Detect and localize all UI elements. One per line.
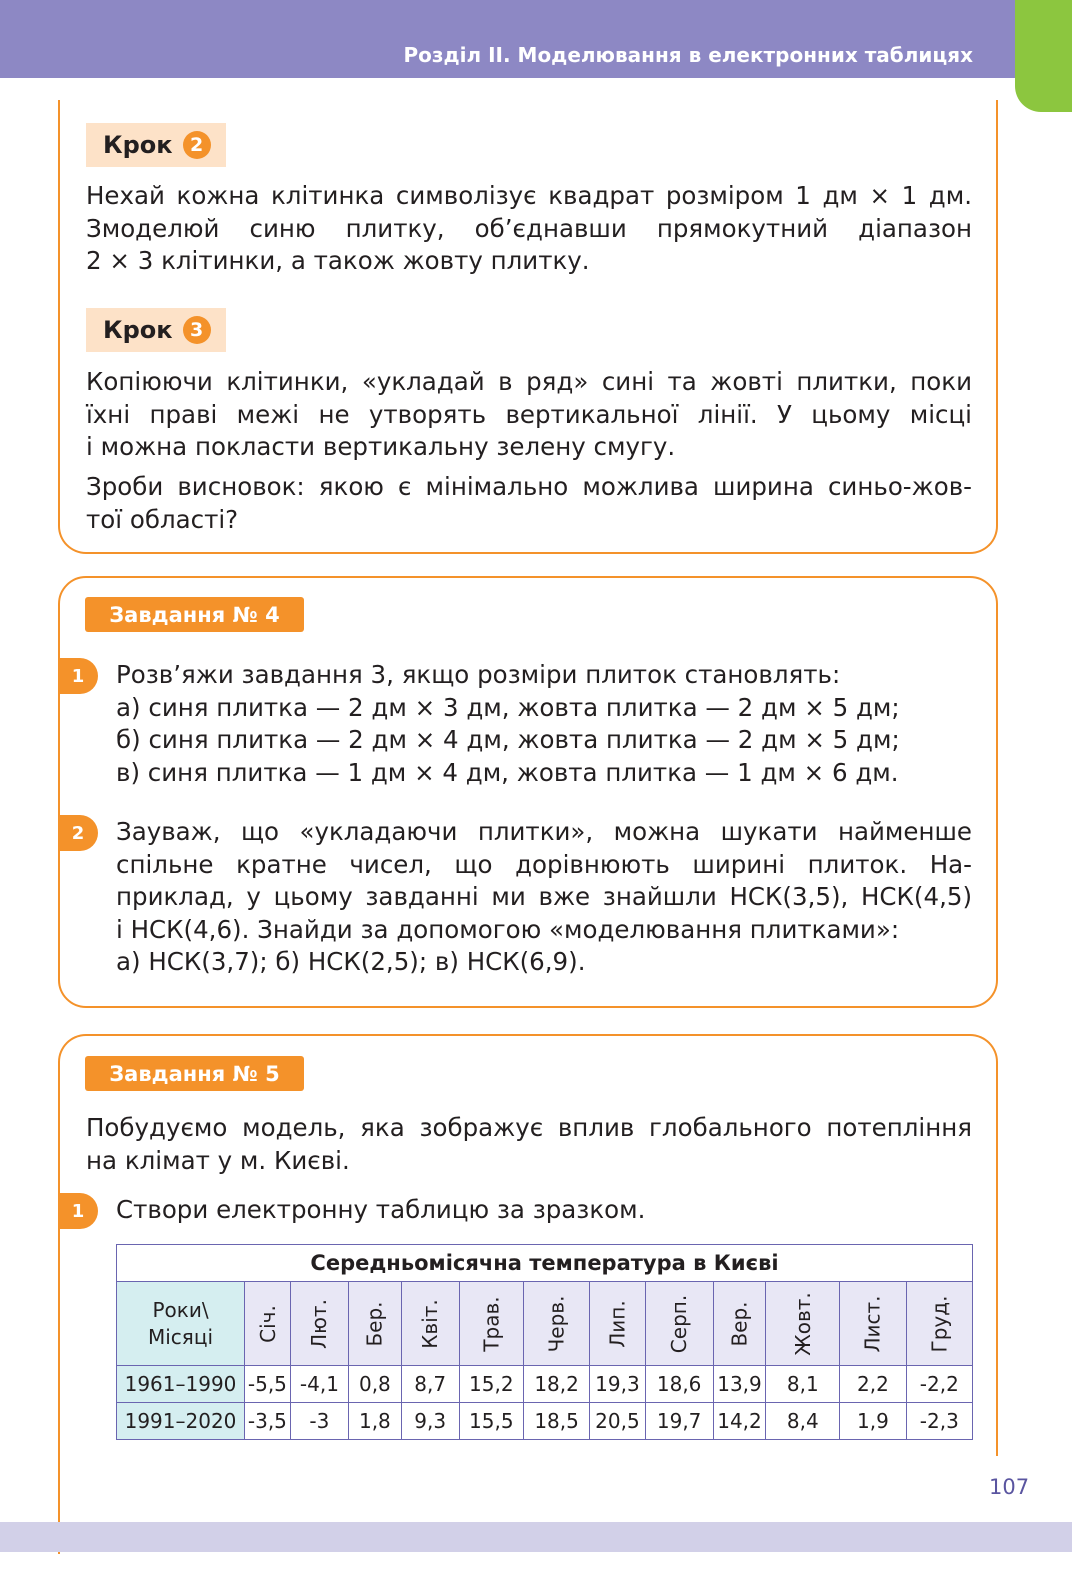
table-row	[117, 1366, 973, 1403]
value-cell: 15,5	[459, 1403, 523, 1440]
value-cell: 18,5	[524, 1403, 590, 1440]
header-tab	[1015, 0, 1072, 112]
month-header: Жовт.	[766, 1282, 840, 1366]
month-header: Бер.	[349, 1282, 402, 1366]
step-2-label: Крок	[103, 131, 173, 159]
value-cell: -2,2	[906, 1366, 972, 1403]
value-cell: -4,1	[290, 1366, 348, 1403]
task-5-title: Завдання № 5	[85, 1056, 304, 1091]
month-header: Лист.	[840, 1282, 906, 1366]
month-header: Черв.	[524, 1282, 590, 1366]
temperature-table	[116, 1244, 973, 1440]
step-3-label: Крок	[103, 316, 173, 344]
value-cell: -3,5	[245, 1403, 291, 1440]
month-header: Вер.	[713, 1282, 766, 1366]
task-5-item-1-number: 1	[58, 1193, 98, 1229]
value-cell: 8,4	[766, 1403, 840, 1440]
months-header-row	[117, 1282, 973, 1366]
step-3-badge	[86, 308, 226, 352]
value-cell: 0,8	[349, 1366, 402, 1403]
value-cell: 19,3	[590, 1366, 645, 1403]
step-3-text	[86, 366, 972, 464]
month-header: Квіт.	[401, 1282, 459, 1366]
conclusion-line: тої області?	[86, 504, 239, 534]
step-3-line: їхні праві межі не утворять вертикальної лінії. У цьому місці	[86, 399, 972, 429]
value-cell: 1,8	[349, 1403, 402, 1440]
task-4-item-1-number: 1	[58, 658, 98, 694]
intro-line: Побудуємо модель, яка зображує вплив глобального потепління	[86, 1113, 972, 1142]
task-5-intro	[86, 1112, 972, 1177]
value-cell: 18,6	[645, 1366, 713, 1403]
task-4-item-2-number: 2	[58, 815, 98, 851]
month-header: Січ.	[245, 1282, 291, 1366]
corner-line-2: Місяці	[147, 1324, 213, 1349]
value-cell: 19,7	[645, 1403, 713, 1440]
step-3-number: 3	[183, 316, 211, 344]
month-header: Груд.	[906, 1282, 972, 1366]
value-cell: 1,9	[840, 1403, 906, 1440]
step-2-text	[86, 180, 972, 278]
step-3-conclusion	[86, 471, 972, 536]
value-cell: 18,2	[524, 1366, 590, 1403]
task-4-title: Завдання № 4	[85, 597, 304, 632]
intro-line: на клімат у м. Києві.	[86, 1145, 350, 1175]
value-cell: 15,2	[459, 1366, 523, 1403]
page-number: 107	[989, 1475, 1030, 1499]
item-line: а) НСК(3,7); б) НСК(2,5); в) НСК(6,9).	[116, 947, 586, 976]
month-header: Трав.	[459, 1282, 523, 1366]
item-line: Розв’яжи завдання 3, якщо розміри плиток становлять:	[116, 660, 841, 689]
month-header: Серп.	[645, 1282, 713, 1366]
table-corner-cell	[117, 1282, 245, 1366]
step-2-number: 2	[183, 131, 211, 159]
table-row	[117, 1403, 973, 1440]
task-4-item-2-text	[116, 816, 972, 979]
value-cell: 13,9	[713, 1366, 766, 1403]
month-header: Лип.	[590, 1282, 645, 1366]
step-2-badge	[86, 123, 226, 167]
step-2-line: Змоделюй синю плитку, об’єднавши прямокутний діапазон	[86, 213, 972, 243]
item-line: Створи електронну таблицю за зразком.	[116, 1195, 646, 1224]
value-cell: -2,3	[906, 1403, 972, 1440]
item-line: і НСК(4,6). Знайди за допомогою «моделювання плитками»:	[116, 914, 900, 944]
value-cell: 20,5	[590, 1403, 645, 1440]
step-3-line: і можна покласти вертикальну зелену смугу.	[86, 432, 676, 461]
value-cell: 8,7	[401, 1366, 459, 1403]
task-4-item-1-text	[116, 659, 972, 789]
period-cell: 1991–2020	[117, 1403, 245, 1440]
task-5-item-1-text	[116, 1194, 972, 1227]
conclusion-line: Зроби висновок: якою є мінімально можлива ширина синьо-жов-	[86, 472, 972, 501]
footer-bar	[0, 1522, 1072, 1552]
value-cell: 14,2	[713, 1403, 766, 1440]
value-cell: 2,2	[840, 1366, 906, 1403]
item-line: в) синя плитка — 1 дм × 4 дм, жовта плитка — 1 дм × 6 дм.	[116, 757, 899, 787]
item-line: приклад, у цьому завданні ми вже знайшли НСК(3,5), НСК(4,5)	[116, 882, 972, 911]
step-2-line: Нехай кожна клітинка символізує квадрат розміром 1 дм × 1 дм.	[86, 181, 972, 210]
item-line: Зауваж, що «укладаючи плитки», можна шукати найменше	[116, 817, 972, 846]
step-2-line: 2 × 3 клітинки, а також жовту плитку.	[86, 246, 590, 275]
step-3-line: Копіюючи клітинки, «укладай в ряд» сині та жовті плитки, поки	[86, 367, 972, 396]
item-line: а) синя плитка — 2 дм × 3 дм, жовта плитка — 2 дм × 5 дм;	[116, 692, 900, 722]
month-header: Лют.	[290, 1282, 348, 1366]
period-cell: 1961–1990	[117, 1366, 245, 1403]
value-cell: -3	[290, 1403, 348, 1440]
value-cell: 9,3	[401, 1403, 459, 1440]
item-line: спільне кратне чисел, що дорівнюють ширині плиток. На-	[116, 849, 972, 879]
value-cell: 8,1	[766, 1366, 840, 1403]
section-title: Розділ ІІ. Моделювання в електронних таблицях	[403, 43, 973, 67]
corner-line-1: Роки\	[152, 1297, 209, 1322]
table-title: Середньомісячна температура в Києві	[117, 1245, 973, 1282]
item-line: б) синя плитка — 2 дм × 4 дм, жовта плитка — 2 дм × 5 дм;	[116, 725, 900, 754]
value-cell: -5,5	[245, 1366, 291, 1403]
